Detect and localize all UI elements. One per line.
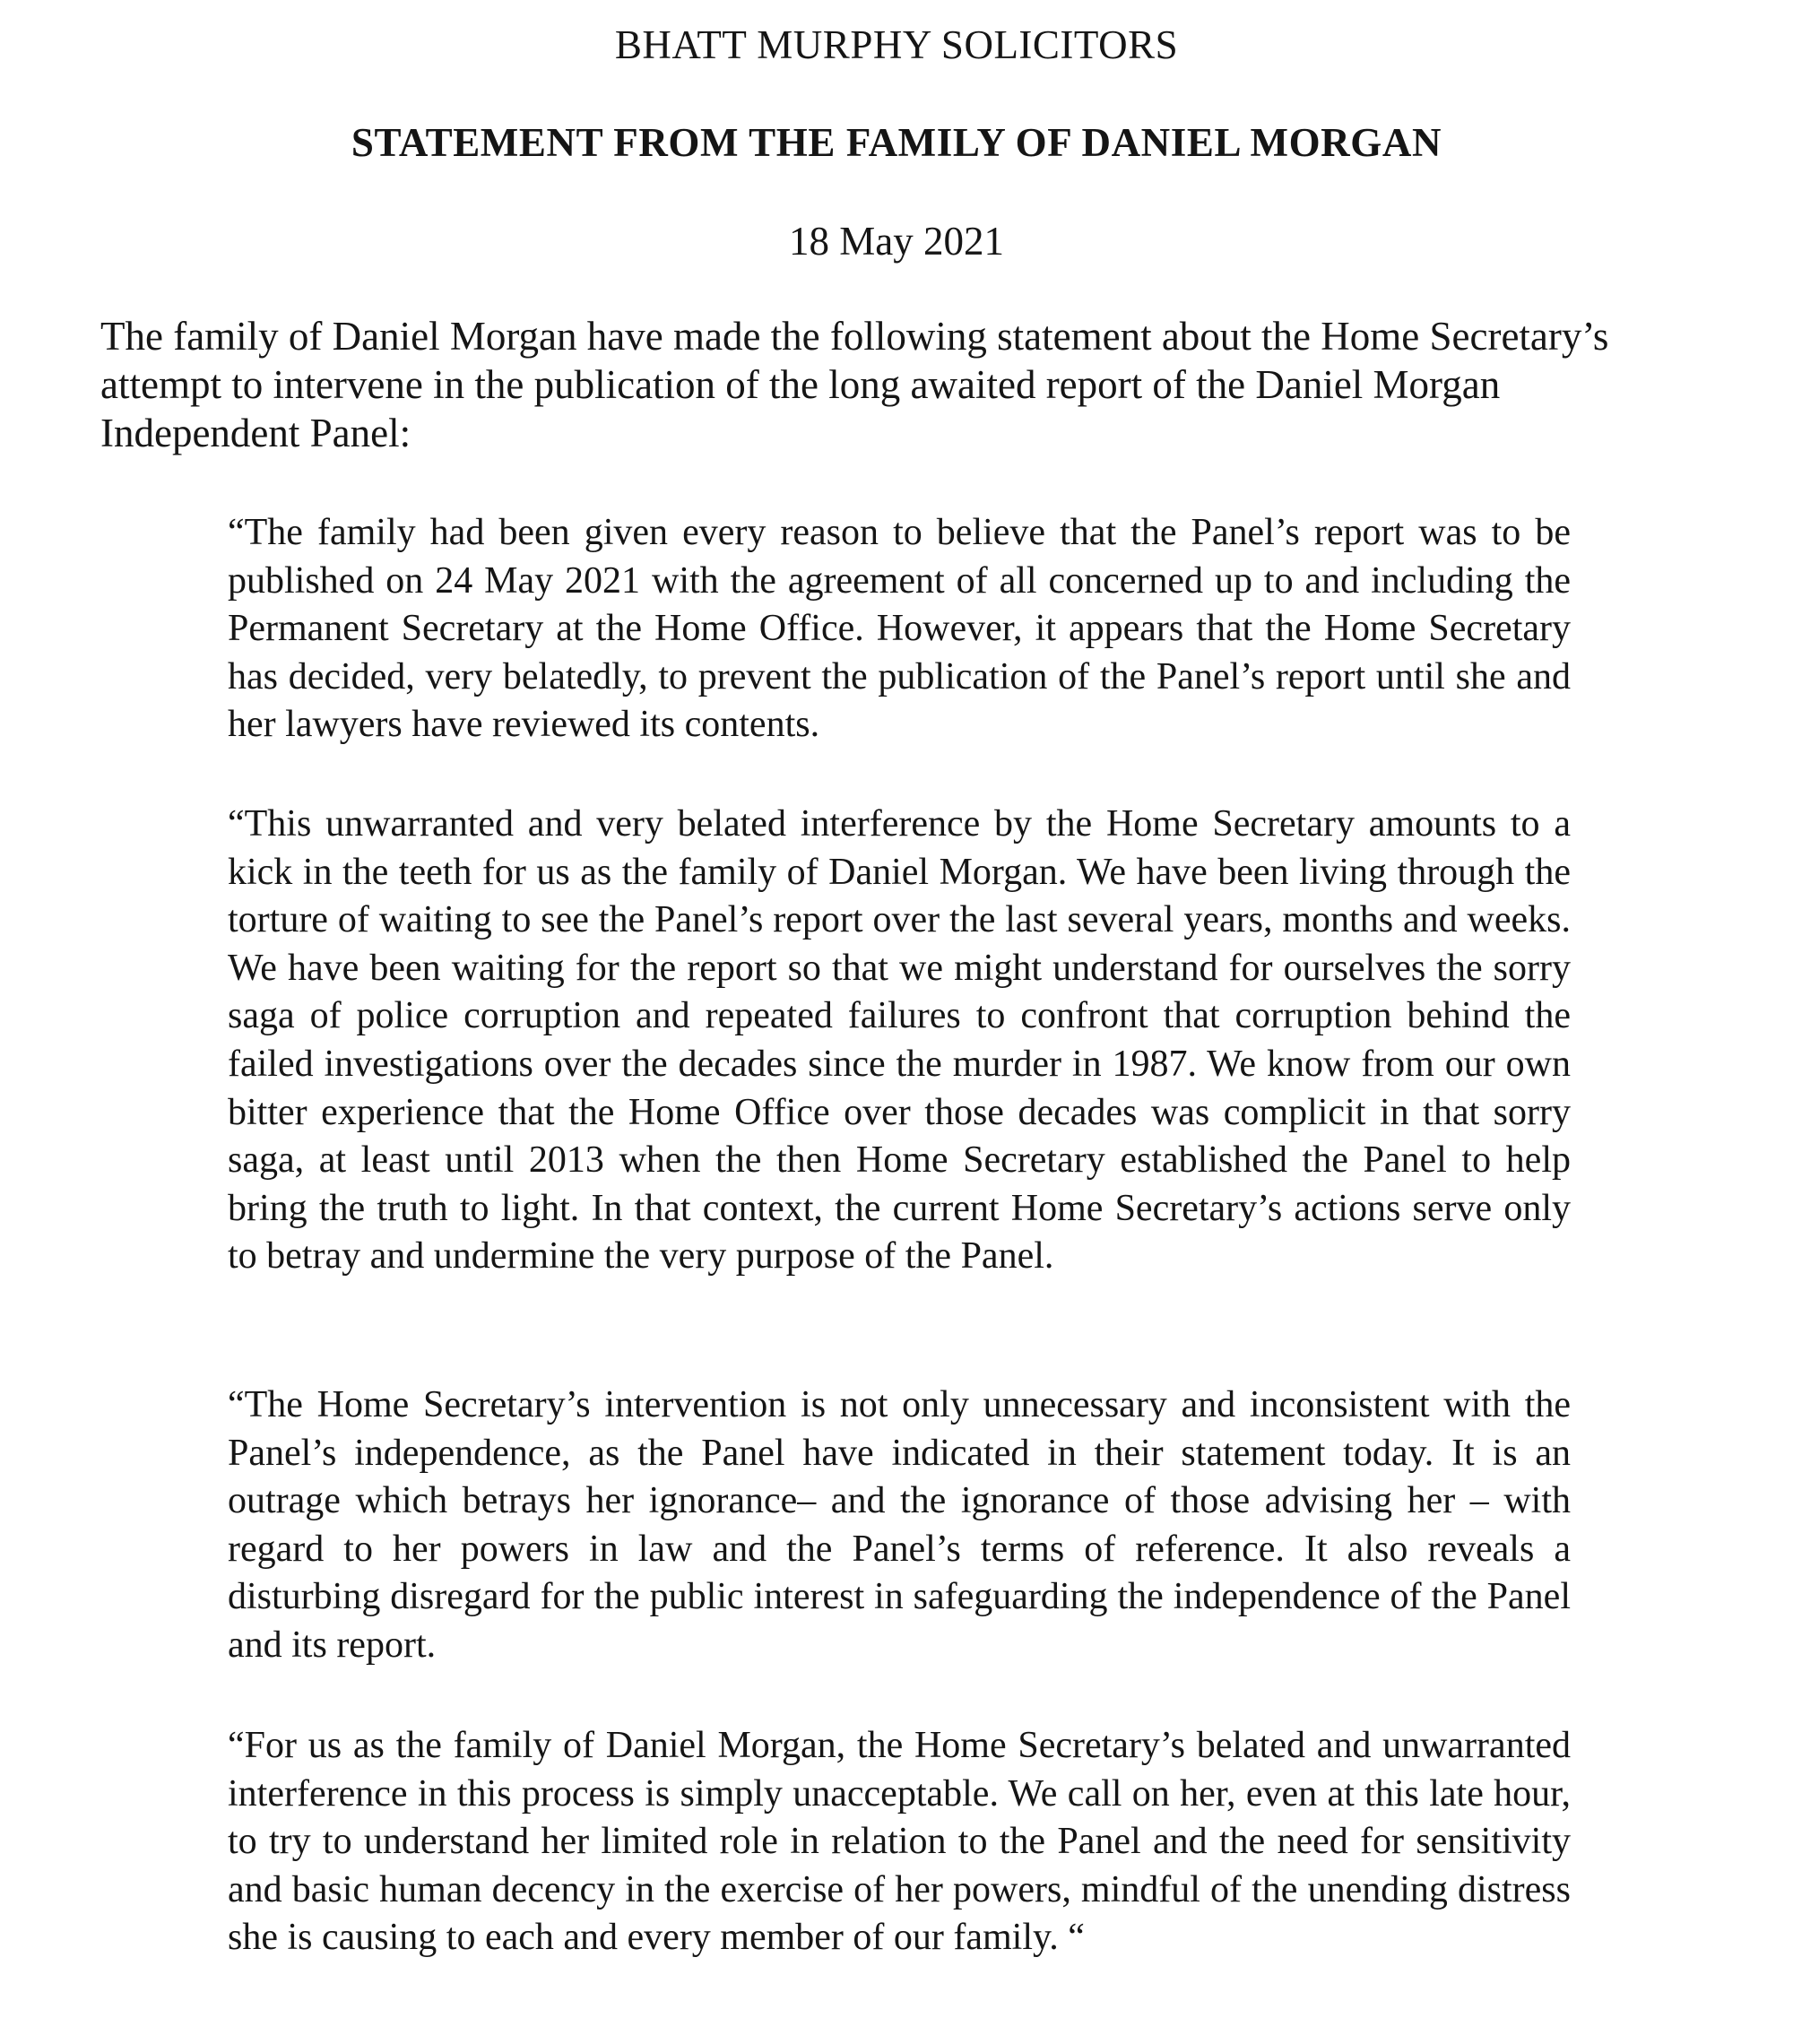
quote-paragraph-3: “The Home Secretary’s intervention is not only unnecessary and inconsistent with the Panel’s independence, as the Panel have indicated in their statement today. It is an outrage which betrays her ignorance– and the ignorance of those advising her – with regard to her powers in law and the Panel’s terms of reference. It also reveals a disturbing disregard for the public interest in safeguarding the independence of the Panel and its report. xyxy=(228,1384,1571,1666)
statement-date: 18 May 2021 xyxy=(789,219,1004,264)
firm-name: BHATT MURPHY SOLICITORS xyxy=(614,22,1179,67)
statement-title: STATEMENT FROM THE FAMILY OF DANIEL MORGAN xyxy=(351,120,1442,165)
quote-paragraph-1: “The family had been given every reason to believe that the Panel’s report was to be published on 24 May 2021 with the agreement of all concerned up to and including the Permanent Secretary at the Home Office. However, it appears that the Home Secretary has decided, very belatedly, to prevent the publication of the Panel’s report until she and her lawyers have reviewed its contents. xyxy=(228,512,1571,746)
quote-paragraph-2: “This unwarranted and very belated interference by the Home Secretary amounts to a kick in the teeth for us as the family of Daniel Morgan. We have been living through the torture of waiting to see the Panel’s report over the last several years, months and weeks. We have been waiting for the report so that we might understand for ourselves the sorry saga of police corruption and repeated failures to confront that corruption behind the failed investigations over the decades since the murder in 1987. We know from our own bitter experience that the Home Office over those decades was complicit in that sorry saga, at least until 2013 when the then Home Secretary established the Panel to help bring the truth to light. In that context, the current Home Secretary’s actions serve only to betray and undermine the very purpose of the Panel. xyxy=(228,803,1571,1278)
quote-paragraph-4: “For us as the family of Daniel Morgan, the Home Secretary’s belated and unwarranted interference in this process is simply unacceptable. We call on her, even at this late hour, to try to understand her limited role in relation to the Panel and the need for sensitivity and basic human decency in the exercise of her powers, mindful of the unending distress she is causing to each and every member of our family. “ xyxy=(228,1725,1571,1959)
intro-paragraph: The family of Daniel Morgan have made the following statement about the Home Secretary’s attempt to intervene in the publication of the long awaited report of the Daniel Morgan Independent Panel: xyxy=(100,314,1609,455)
